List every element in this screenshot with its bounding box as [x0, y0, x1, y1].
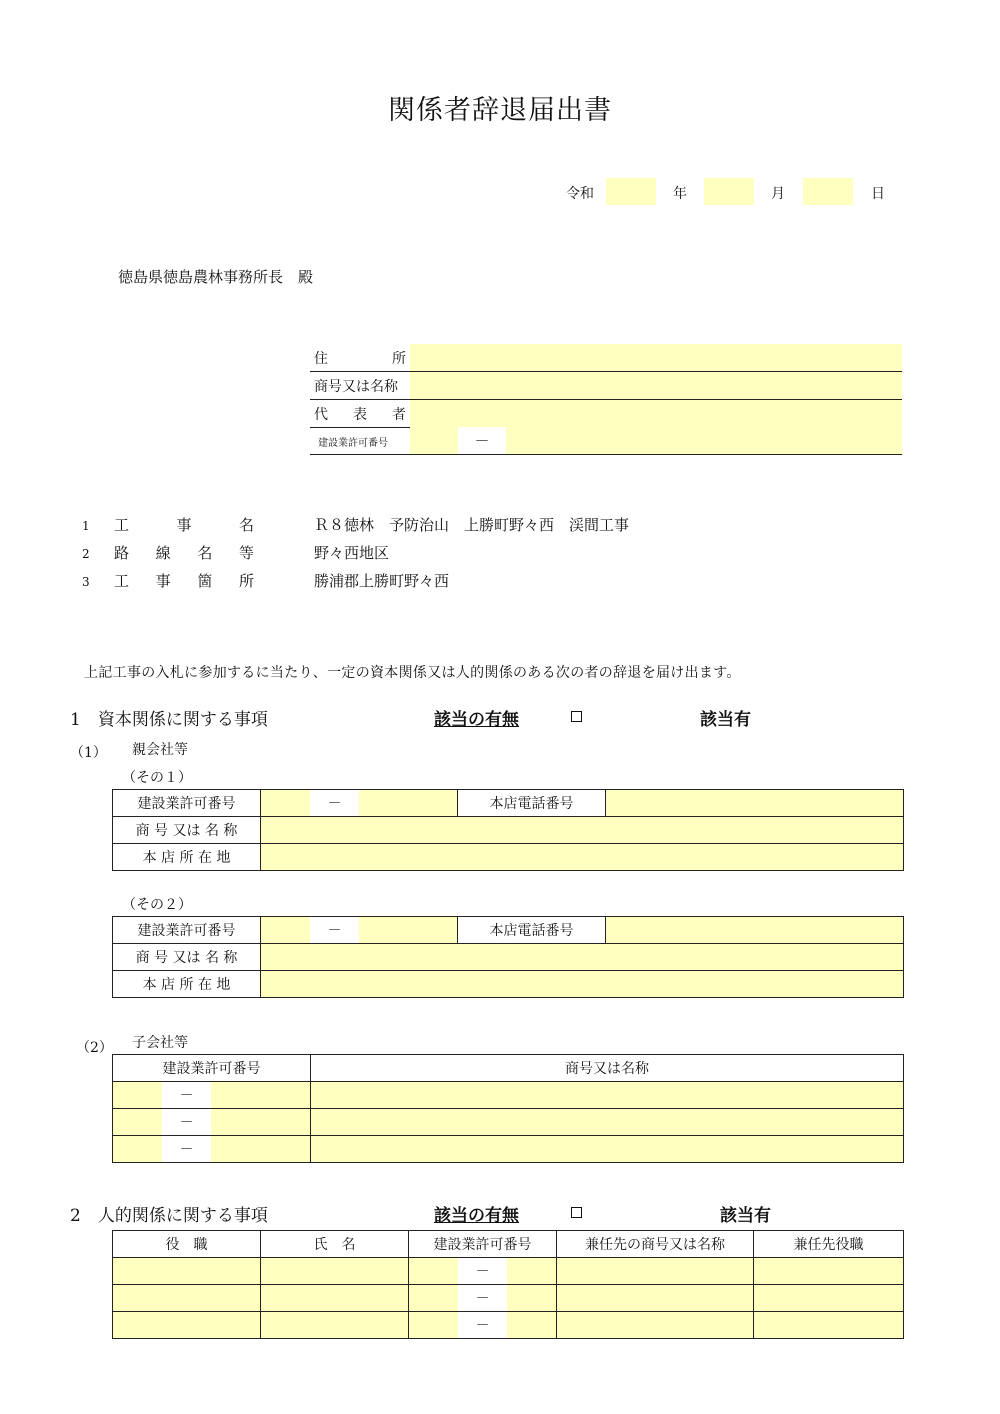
- sub1-label: 親会社等: [132, 742, 188, 758]
- license-cell[interactable]: －: [409, 1285, 557, 1312]
- table-row: [113, 1082, 904, 1109]
- phone-header: 本店電話番号: [458, 790, 606, 817]
- document-title: 関係者辞退届出書: [388, 95, 612, 126]
- license-cell[interactable]: －: [409, 1258, 557, 1285]
- table-row: [113, 1312, 904, 1339]
- address-label: 住 所: [314, 351, 406, 367]
- table-row: [113, 1136, 904, 1163]
- month-label: 月: [771, 186, 785, 202]
- table-row: [113, 1285, 904, 1312]
- company-name-input[interactable]: [261, 817, 904, 844]
- location-header: 本 店 所 在 地: [113, 971, 261, 998]
- license-header: 建設業許可番号: [113, 917, 261, 944]
- license-cell[interactable]: －: [113, 1082, 311, 1109]
- person-name-input[interactable]: [261, 1258, 409, 1285]
- table-row: [113, 1109, 904, 1136]
- company-name-header: 商 号 又は 名 称: [113, 944, 261, 971]
- license-cell[interactable]: －: [113, 1136, 311, 1163]
- license-cell[interactable]: －: [261, 917, 458, 944]
- sub-name-header: 商号又は名称: [311, 1055, 904, 1082]
- personnel-table: [112, 1230, 904, 1339]
- name-label: 商号又は名称: [314, 379, 398, 395]
- phone-input[interactable]: [606, 790, 904, 817]
- representative-input[interactable]: [410, 400, 902, 427]
- concurrent-company-header: 兼任先の商号又は名称: [557, 1231, 754, 1258]
- applicant-address-row: [310, 344, 902, 372]
- company-name-header: 商 号 又は 名 称: [113, 817, 261, 844]
- position-header: 役 職: [113, 1231, 261, 1258]
- company-name-input[interactable]: [311, 1082, 904, 1109]
- license-header: 建設業許可番号: [113, 790, 261, 817]
- applicant-name-row: [310, 372, 902, 400]
- section2-heading: 2 人的関係に関する事項: [70, 1206, 268, 1226]
- concurrent-position-input[interactable]: [754, 1312, 904, 1339]
- project-item-1: 1 工 事 名 Ｒ８徳林 予防治山 上勝町野々西 渓間工事: [82, 516, 630, 534]
- representative-label: 代 表 者: [314, 407, 406, 423]
- license-prefix-input[interactable]: [410, 427, 458, 454]
- section2-presence-value[interactable]: 該当有: [720, 1206, 771, 1226]
- location-input[interactable]: [261, 844, 904, 871]
- applicant-license-row: [310, 427, 902, 455]
- license-cell[interactable]: －: [113, 1109, 311, 1136]
- license-label: 建設業許可番号: [318, 437, 388, 449]
- section1-presence-label: 該当の有無: [434, 710, 519, 730]
- location-input[interactable]: [261, 971, 904, 998]
- section1-checkbox[interactable]: [571, 711, 582, 722]
- month-input[interactable]: [704, 178, 754, 205]
- parent-part2-label: （その２）: [122, 897, 192, 913]
- license-cell[interactable]: －: [409, 1312, 557, 1339]
- concurrent-position-header: 兼任先役職: [754, 1231, 904, 1258]
- concurrent-position-input[interactable]: [754, 1285, 904, 1312]
- position-input[interactable]: [113, 1312, 261, 1339]
- project-name-value: Ｒ８徳林 予防治山 上勝町野々西 渓間工事: [314, 516, 630, 534]
- license-dash: －: [458, 427, 506, 454]
- address-input[interactable]: [410, 344, 902, 371]
- phone-input[interactable]: [606, 917, 904, 944]
- statement: 上記工事の入札に参加するに当たり、一定の資本関係又は人的関係のある次の者の辞退を届け出ます。: [84, 665, 741, 681]
- position-input[interactable]: [113, 1285, 261, 1312]
- sub2-number: （2）: [76, 1040, 113, 1056]
- concurrent-company-input[interactable]: [557, 1312, 754, 1339]
- parent-company-table-1: [112, 789, 904, 871]
- person-name-header: 氏 名: [261, 1231, 409, 1258]
- year-input[interactable]: [606, 178, 656, 205]
- location-value: 勝浦郡上勝町野々西: [314, 572, 450, 590]
- year-label: 年: [673, 186, 687, 202]
- section2-presence-label: 該当の有無: [434, 1206, 519, 1226]
- date-era: 令和: [566, 186, 594, 202]
- company-name-input[interactable]: [410, 372, 902, 399]
- section1-heading: 1 資本関係に関する事項: [70, 710, 268, 730]
- concurrent-position-input[interactable]: [754, 1258, 904, 1285]
- license-number-input[interactable]: [506, 427, 902, 454]
- day-label: 日: [871, 186, 885, 202]
- project-item-3: 3 工 事 箇 所 勝浦郡上勝町野々西: [82, 572, 450, 590]
- section1-presence-value[interactable]: 該当有: [700, 710, 751, 730]
- concurrent-company-input[interactable]: [557, 1285, 754, 1312]
- day-input[interactable]: [803, 178, 853, 205]
- phone-header: 本店電話番号: [458, 917, 606, 944]
- sub1-number: （1）: [70, 745, 107, 761]
- sub2-label: 子会社等: [132, 1035, 188, 1051]
- company-name-input[interactable]: [311, 1109, 904, 1136]
- parent-part1-label: （その１）: [122, 770, 192, 786]
- section2-checkbox[interactable]: [571, 1207, 582, 1218]
- license-cell[interactable]: －: [261, 790, 458, 817]
- addressee: 徳島県徳島農林事務所長 殿: [118, 268, 314, 286]
- person-name-input[interactable]: [261, 1312, 409, 1339]
- table-row: [113, 1258, 904, 1285]
- license-header: 建設業許可番号: [409, 1231, 557, 1258]
- route-name-value: 野々西地区: [314, 544, 390, 562]
- concurrent-company-input[interactable]: [557, 1258, 754, 1285]
- position-input[interactable]: [113, 1258, 261, 1285]
- sub-license-header: 建設業許可番号: [113, 1055, 311, 1082]
- project-item-2: 2 路 線 名 等 野々西地区: [82, 544, 390, 562]
- person-name-input[interactable]: [261, 1285, 409, 1312]
- location-header: 本 店 所 在 地: [113, 844, 261, 871]
- subsidiary-table: [112, 1054, 904, 1163]
- company-name-input[interactable]: [311, 1136, 904, 1163]
- applicant-rep-row: [310, 400, 902, 428]
- parent-company-table-2: [112, 916, 904, 998]
- company-name-input[interactable]: [261, 944, 904, 971]
